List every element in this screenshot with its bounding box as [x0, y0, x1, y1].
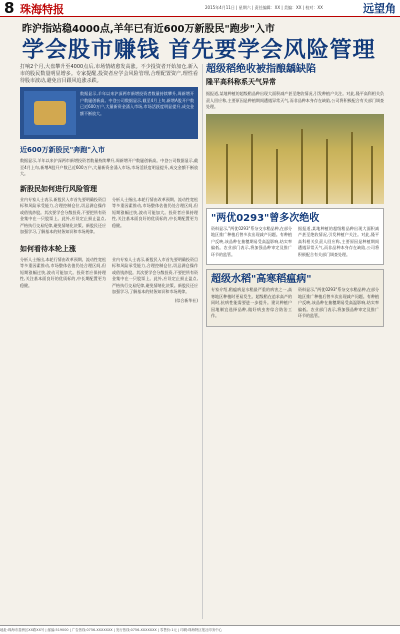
page-number: 8 [4, 0, 15, 17]
masthead-bar [0, 0, 400, 17]
rice-headline: 超级稻绝收被指酿龋缺陷 [206, 64, 316, 75]
section3-columns [20, 257, 198, 298]
section3-title: 如何看待本轮上涨 [20, 244, 76, 253]
section-name: 远望角 [363, 2, 396, 15]
highlight-body: 数据显示,羊年以来沪深两市新增投资者数量持续攀升,周新增开户数屡创新高。中登公司数据显示,截至4月上旬,新增A股开户数已近600万户,大量新资金涌入市场,市场活跃度明显提升,成交金额不断放大。 [80, 91, 194, 116]
content-columns [20, 64, 384, 624]
rice-body: 据报道,某地种植的超级稻品种出现大面积减产甚至绝收情况,引发种植户关注。对此,隆平高科相关负责人回应称,主要原因是种植期间遭遇异常天气,而非品种本身存在缺陷,公司将积极配合有关部门调查处理。 [206, 91, 384, 109]
left-column [20, 64, 198, 619]
coins-illustration [24, 91, 76, 135]
variety-box [206, 208, 384, 266]
blast-columns [211, 287, 379, 322]
page-footer: 地址:珠海市香洲区XX路XX号 | 邮编:519000 | 广告热线:0756-XXXXXXX | 发行热线:0756-XXXXXXX | 零售价:1元 | 印刷:珠海特区报社印务中心 [0, 625, 400, 634]
blast-body-b: 资料显示,"两优0293"系杂交水稻品种,在部分地区推广种植后曾多次出现减产问题。有种植户反映,该品种在抽穗期易受高温影响,结实率偏低。农业部门表示,将加强品种审定及推广环节的监管。 [298, 287, 379, 318]
section3-body-a: 分析人士指出,本轮行情由改革预期、流动性宽松等多重因素推动,市场整体估值仍处合理区间,但短期涨幅过快,波动可能加大。投资者应保持理性,关注基本面良好的优质标的,中长期配置更为稳健。 [112, 196, 198, 228]
column-divider [202, 64, 203, 619]
rice-subheadline: 隆平高科称系天气异常 [206, 78, 276, 86]
section2-body-b: 业内专家人士表示,新股民入市首先要明确投资目标和风险承受能力,合理控制仓位,切忌满仓操作或借钱炒股。其次要学会分散投资,不要把所有资金集中在一只股票上。此外,应设定止损止盈点,严格执行交易纪律,避免情绪化决策。新股民还应加强学习,了解基本的财务知识和市场规律。 [112, 256, 198, 294]
section2-title: 新股民如何进行风险管理 [20, 184, 97, 193]
paper-name: 珠海特报 [20, 3, 64, 16]
article-lead: 打响2个月,大盘攀升至4000点后,市场情绪愈发高涨。不少投资者开始加仓,新入市的股民数量明显增多。专家提醒,投资者应学会风险管理,合理配置资产,理性看待股市波动,避免盲目跟风追涨杀跌。 [20, 64, 198, 84]
variety-columns [211, 226, 379, 261]
rice-field-photo [206, 114, 384, 204]
blast-headline: 超级水稻"高寒稻瘟病" [211, 274, 312, 285]
highlight-box [20, 87, 198, 139]
date-line: 2015年4月11日 | 星期六 | 责任编辑：XX | 美编：XX | 校对：XX [205, 5, 323, 10]
blast-body: 专家介绍,稻瘟病是水稻最严重的病害之一,高寒地区种植时更易发生。超级稻在追求高产的同时,抗病性能需要进一步提升。建议种植户因地制宜选择品种,做好病虫害综合防治工作。 [211, 287, 292, 318]
byline: (综合新华社) [174, 297, 198, 303]
section1-body: 数据显示,羊年以来沪深两市新增投资者数量持续攀升,周新增开户数屡创新高。中登公司数据显示,截至4月上旬,新增A股开户数已近600万户,大量新资金涌入市场,市场活跃度明显提升,成交金额不断放大。 [20, 158, 198, 176]
highlight-box-text [80, 91, 194, 135]
variety-body: 资料显示,"两优0293"系杂交水稻品种,在部分地区推广种植后曾多次出现减产问题。有种植户反映,该品种在抽穗期易受高温影响,结实率偏低。农业部门表示,将加强品种审定及推广环节的监管。 [211, 225, 292, 257]
section2-columns [20, 197, 198, 238]
right-column [206, 64, 384, 619]
variety-body-b: 据报道,某地种植的超级稻品种出现大面积减产甚至绝收情况,引发种植户关注。对此,隆平高科相关负责人回应称,主要原因是种植期间遭遇异常天气,而非品种本身存在缺陷,公司将积极配合有关部门调查处理。 [298, 225, 379, 257]
section3-body: 分析人士指出,本轮行情由改革预期、流动性宽松等多重因素推动,市场整体估值仍处合理区间,但短期涨幅过快,波动可能加大。投资者应保持理性,关注基本面良好的优质标的,中长期配置更为稳健。 [20, 256, 106, 288]
section2-body: 业内专家人士表示,新股民入市首先要明确投资目标和风险承受能力,合理控制仓位,切忌满仓操作或借钱炒股。其次要学会分散投资,不要把所有资金集中在一只股票上。此外,应设定止损止盈点,严格执行交易纪律,避免情绪化决策。新股民还应加强学习,了解基本的财务知识和市场规律。 [20, 196, 106, 234]
variety-headline: "两优0293"曾多次绝收 [211, 212, 320, 224]
article-headline: 学会股市赚钱 首先要学会风险管理 [22, 38, 376, 63]
blast-box [206, 269, 384, 327]
section1-title: 近600万新股民"奔跑"入市 [20, 146, 105, 154]
article-kicker: 昨沪指站稳4000点,羊年已有近600万新股民"跑步"入市 [22, 24, 275, 35]
